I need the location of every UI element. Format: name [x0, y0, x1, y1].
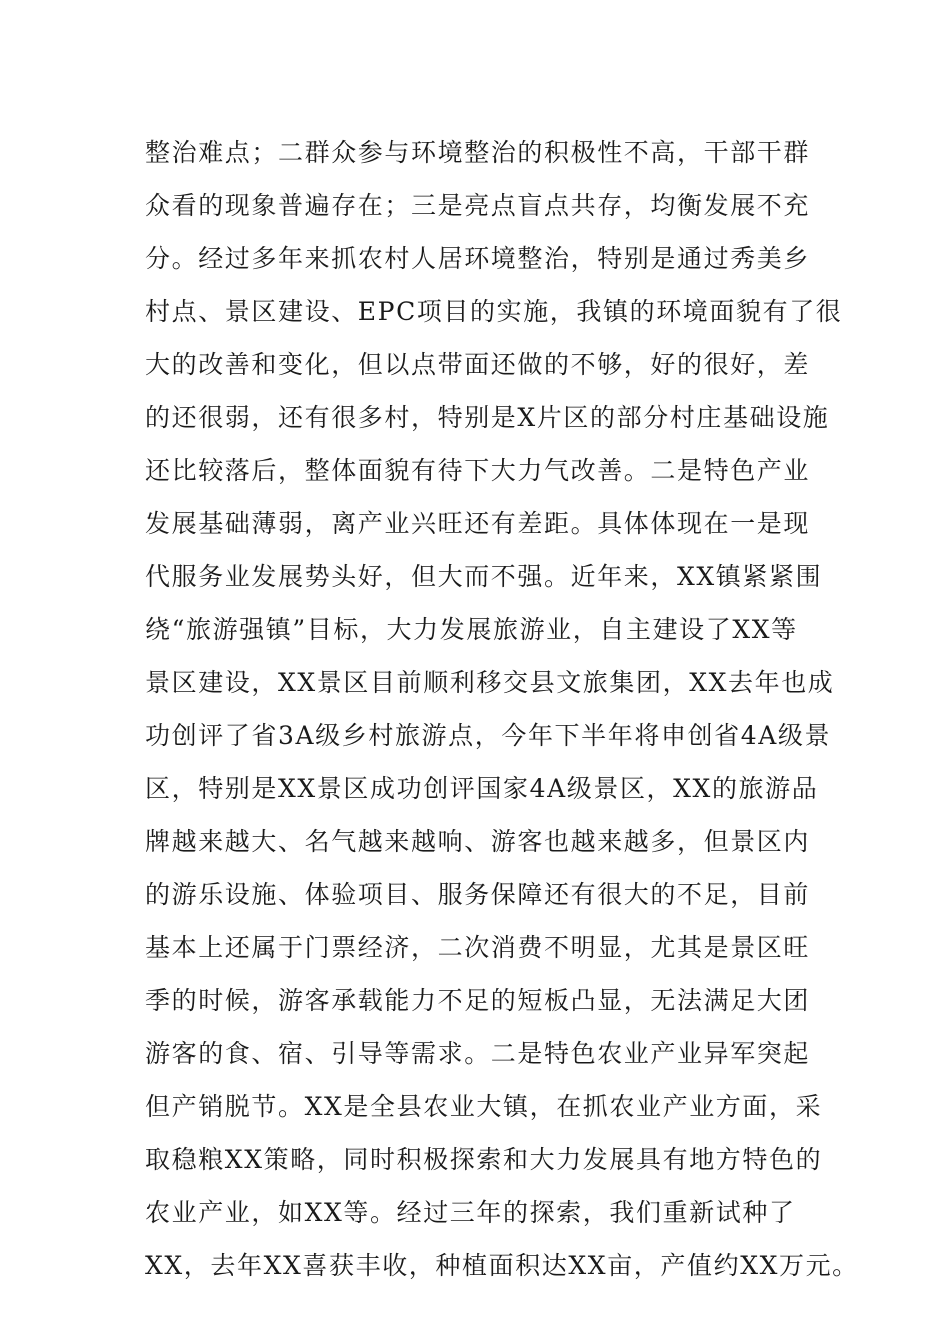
text-line: 发展基础薄弱，离产业兴旺还有差距。具体体现在一是现 — [145, 509, 811, 538]
text-line: 但产销脱节。XX是全县农业大镇，在抓农业产业方面，采 — [145, 1092, 823, 1121]
text-line: 功创评了省3A级乡村旅游点，今年下半年将申创省4A级景 — [145, 721, 832, 750]
text-line: 农业产业，如XX等。经过三年的探索，我们重新试种了 — [145, 1198, 796, 1227]
text-line: 整治难点；二群众参与环境整治的积极性不高，干部干群 — [145, 138, 811, 167]
text-line: 的还很弱，还有很多村，特别是X片区的部分村庄基础设施 — [145, 403, 830, 432]
text-line: 基本上还属于门票经济，二次消费不明显，尤其是景区旺 — [145, 933, 811, 962]
text-line: 大的改善和变化，但以点带面还做的不够，好的很好，差 — [145, 350, 811, 379]
text-line: 绕“旅游强镇”目标，大力发展旅游业，自主建设了XX等 — [145, 615, 798, 644]
text-line: 分。经过多年来抓农村人居环境整治，特别是通过秀美乡 — [145, 244, 811, 273]
text-line: 季的时候，游客承载能力不足的短板凸显，无法满足大团 — [145, 986, 811, 1015]
text-line: 村点、景区建设、EPC项目的实施，我镇的环境面貌有了很 — [145, 297, 843, 326]
text-line: 众看的现象普遍存在；三是亮点盲点共存，均衡发展不充 — [145, 191, 811, 220]
text-line: 区，特别是XX景区成功创评国家4A级景区，XX的旅游品 — [145, 774, 819, 803]
text-line: XX，去年XX喜获丰收，种植面积达XX亩，产值约XX万元。 — [145, 1251, 859, 1280]
text-line: 牌越来越大、名气越来越响、游客也越来越多，但景区内 — [145, 827, 811, 856]
text-line: 景区建设，XX景区目前顺利移交县文旅集团，XX去年也成 — [145, 668, 835, 697]
text-line: 的游乐设施、体验项目、服务保障还有很大的不足，目前 — [145, 880, 811, 909]
text-line: 取稳粮XX策略，同时积极探索和大力发展具有地方特色的 — [145, 1145, 823, 1174]
text-line: 还比较落后，整体面貌有待下大力气改善。二是特色产业 — [145, 456, 811, 485]
body-paragraph — [145, 126, 859, 1292]
text-line: 游客的食、宿、引导等需求。二是特色农业产业异军突起 — [145, 1039, 811, 1068]
text-line: 代服务业发展势头好，但大而不强。近年来，XX镇紧紧围 — [145, 562, 823, 591]
